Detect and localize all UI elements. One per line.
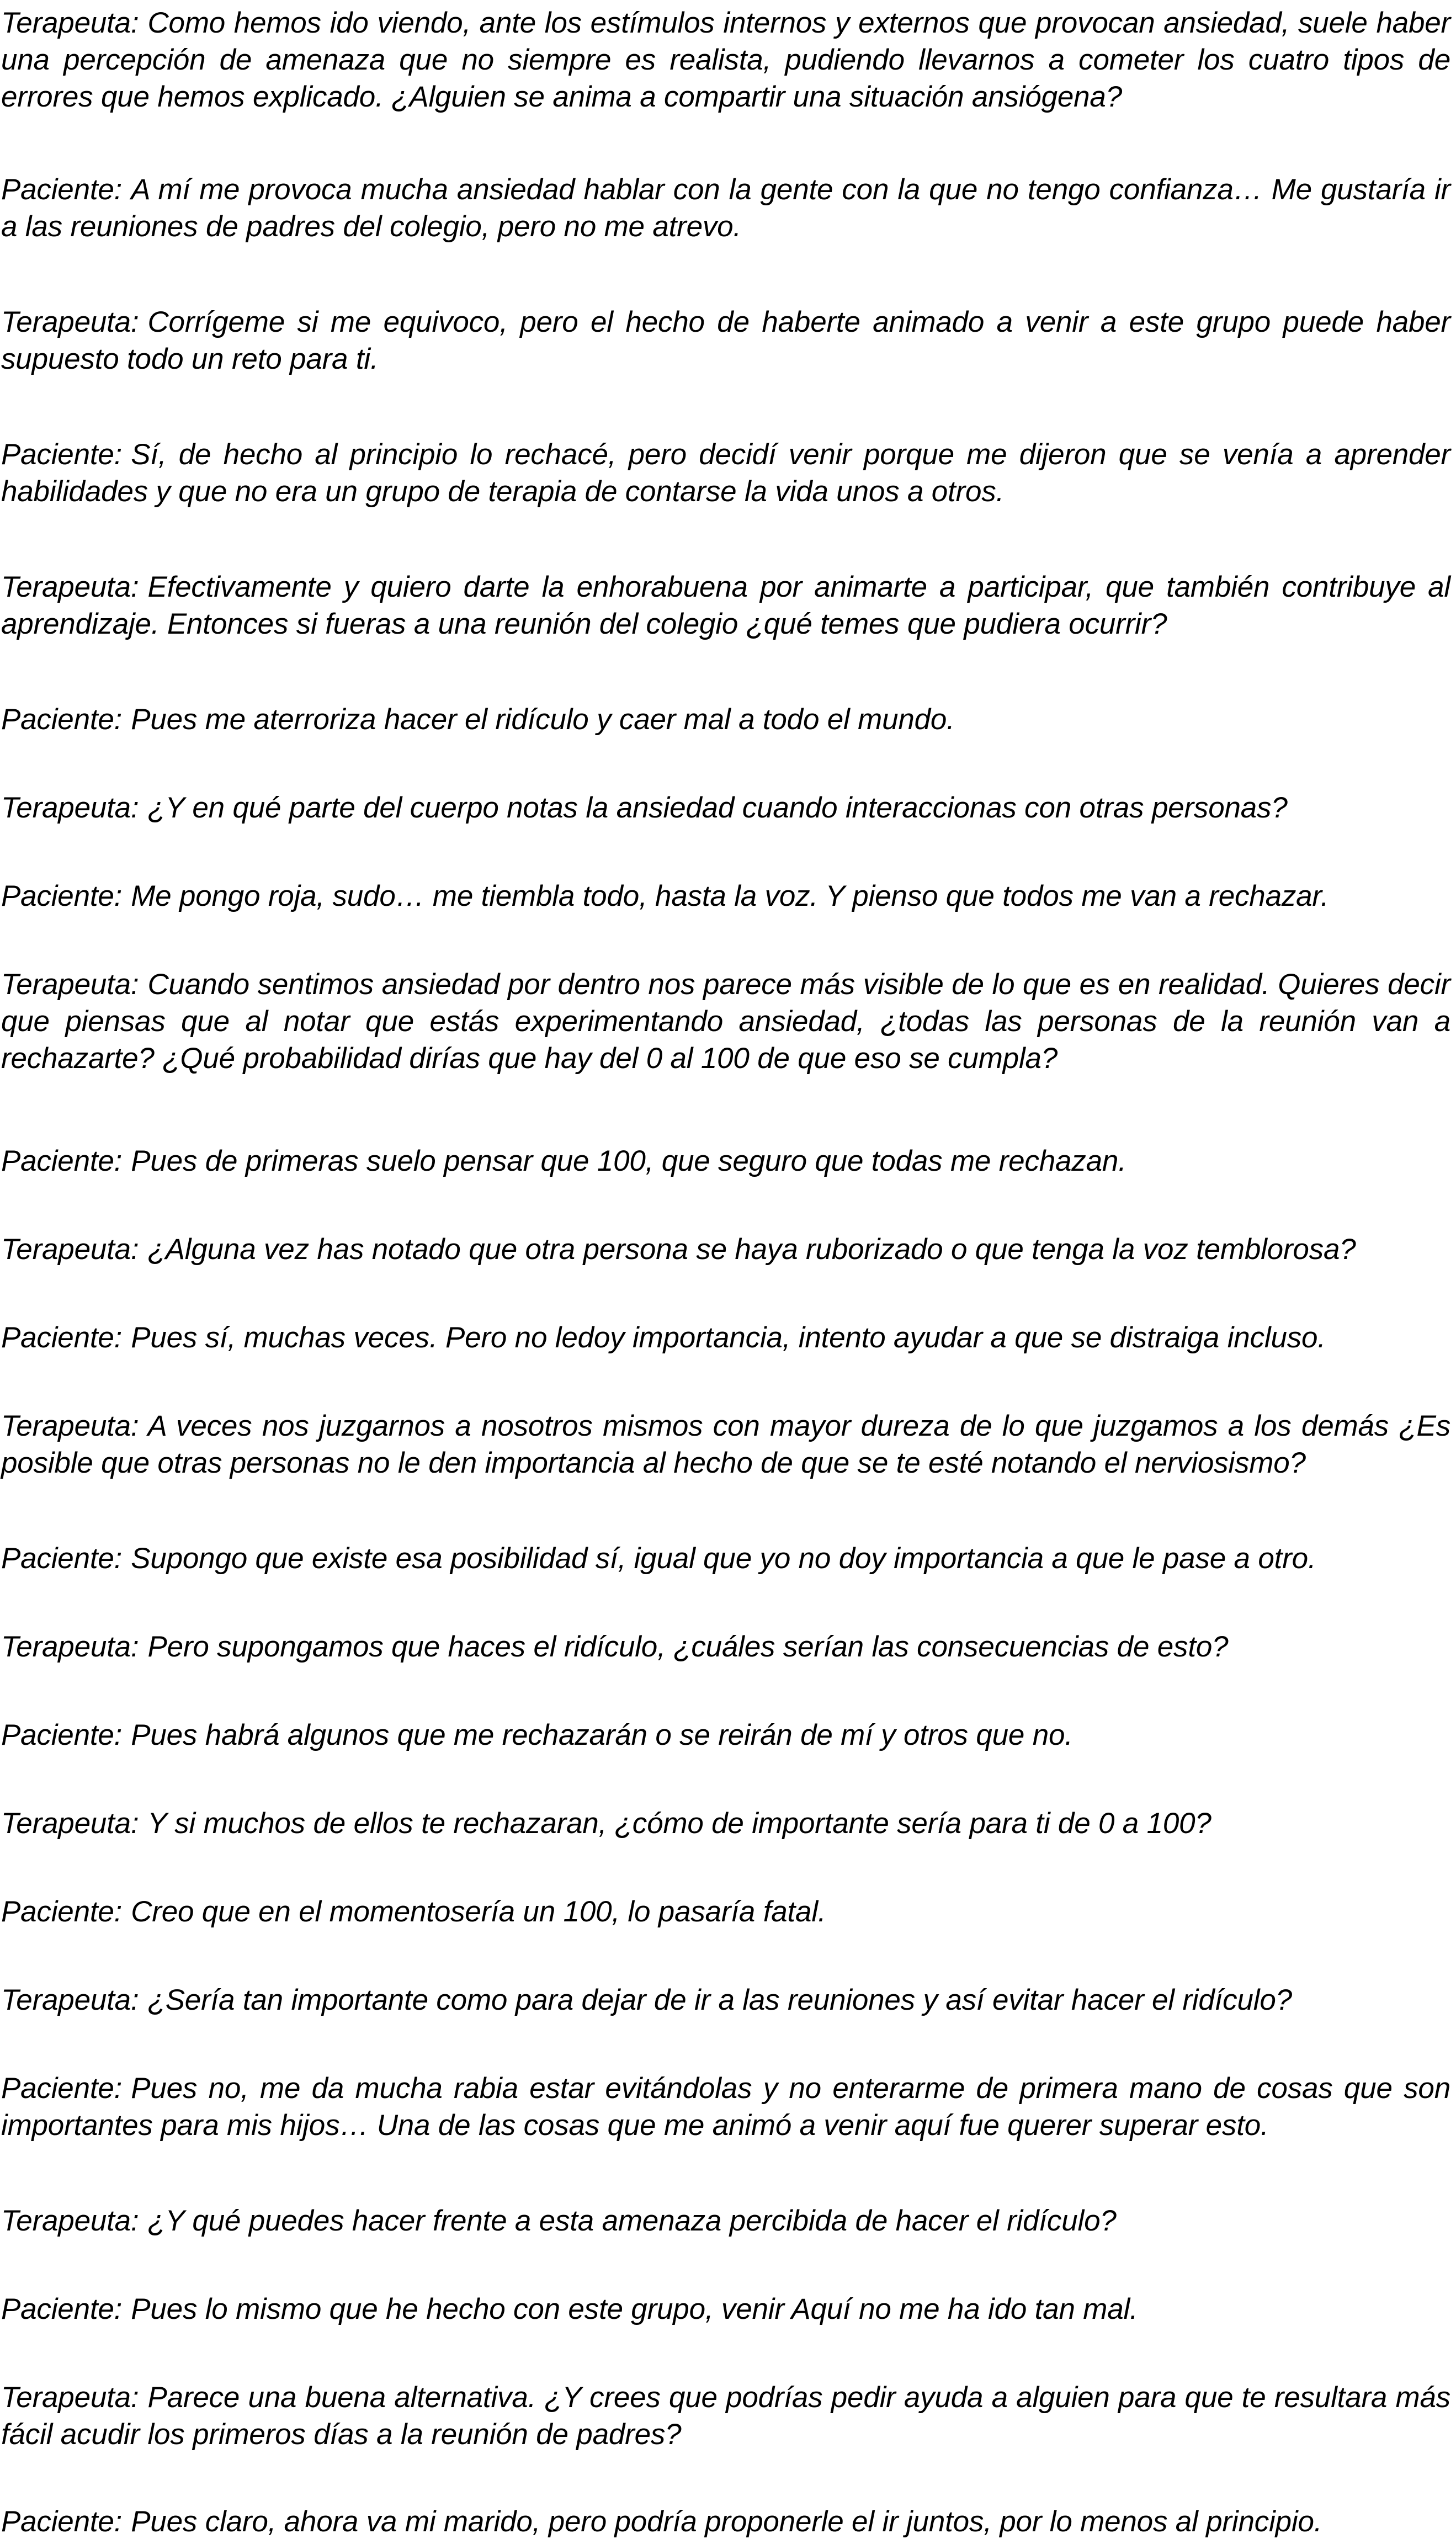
dialogue-turn-18 bbox=[1, 1893, 1450, 1930]
dialogue-turn-11 bbox=[1, 1231, 1450, 1268]
speaker-label: Terapeuta: bbox=[1, 792, 139, 824]
speaker-label: Paciente: bbox=[1, 2505, 123, 2538]
speaker-label: Terapeuta: bbox=[1, 7, 139, 39]
speaker-label: Terapeuta: bbox=[1, 1233, 139, 1266]
dialogue-turn-23 bbox=[1, 2379, 1450, 2453]
dialogue-turn-24 bbox=[1, 2503, 1450, 2540]
speaker-label: Terapeuta: bbox=[1, 571, 139, 603]
dialogue-turn-19 bbox=[1, 1982, 1450, 2019]
dialogue-text: Pues sí, muchas veces. Pero no ledoy importancia, intento ayudar a que se distraiga incluso. bbox=[131, 1321, 1326, 1354]
speaker-label: Paciente: bbox=[1, 1895, 123, 1928]
speaker-label: Paciente: bbox=[1, 2072, 123, 2105]
dialogue-text: ¿Y qué puedes hacer frente a esta amenaza percibida de hacer el ridículo? bbox=[147, 2205, 1117, 2237]
dialogue-turn-6 bbox=[1, 701, 1450, 738]
dialogue-turn-20 bbox=[1, 2070, 1450, 2144]
speaker-label: Paciente: bbox=[1, 1719, 123, 1751]
dialogue-turn-15 bbox=[1, 1628, 1450, 1665]
dialogue-text: Cuando sentimos ansiedad por dentro nos parece más visible de lo que es en realidad. Quieres decir que piensas que al notar que estás experimentando ansiedad, ¿todas las personas de la reunión van a rechazarte? ¿Qué probabilidad dirías que hay del 0 al 100 de que eso se cumpla? bbox=[1, 968, 1450, 1075]
dialogue-turn-12 bbox=[1, 1319, 1450, 1356]
dialogue-text: Como hemos ido viendo, ante los estímulos internos y externos que provocan ansiedad, suele haber una percepción de amenaza que no siempre es realista, pudiendo llevarnos a cometer los cuatro tipos de errores que hemos explicado. ¿Alguien se anima a compartir una situación ansiógena? bbox=[1, 7, 1450, 113]
dialogue-turn-13 bbox=[1, 1408, 1450, 1481]
dialogue-text: Corrígeme si me equivoco, pero el hecho de haberte animado a venir a este grupo puede haber supuesto todo un reto para ti. bbox=[1, 306, 1450, 375]
speaker-label: Terapeuta: bbox=[1, 1410, 139, 1442]
speaker-label: Paciente: bbox=[1, 880, 123, 912]
dialogue-turn-10 bbox=[1, 1143, 1450, 1180]
dialogue-text: Creo que en el momentosería un 100, lo pasaría fatal. bbox=[131, 1895, 826, 1928]
speaker-label: Paciente: bbox=[1, 2293, 123, 2325]
dialogue-text: Pero supongamos que haces el ridículo, ¿cuáles serían las consecuencias de esto? bbox=[147, 1631, 1229, 1663]
dialogue-text: Y si muchos de ellos te rechazaran, ¿cómo de importante sería para ti de 0 a 100? bbox=[147, 1807, 1211, 1840]
dialogue-turn-17 bbox=[1, 1805, 1450, 1842]
speaker-label: Paciente: bbox=[1, 438, 123, 471]
dialogue-turn-4 bbox=[1, 436, 1450, 510]
dialogue-text: A mí me provoca mucha ansiedad hablar con la gente con la que no tengo confianza… Me gustaría ir a las reuniones de padres del colegio, pero no me atrevo. bbox=[1, 173, 1450, 243]
speaker-label: Paciente: bbox=[1, 173, 123, 206]
speaker-label: Paciente: bbox=[1, 1321, 123, 1354]
speaker-label: Paciente: bbox=[1, 1145, 123, 1177]
speaker-label: Terapeuta: bbox=[1, 1984, 139, 2016]
dialogue-text: ¿Sería tan importante como para dejar de ir a las reuniones y así evitar hacer el ridículo? bbox=[147, 1984, 1292, 2016]
dialogue-text: A veces nos juzgarnos a nosotros mismos con mayor dureza de lo que juzgamos a los demás ¿Es posible que otras personas no le den importancia al hecho de que se te esté notando el nerviosismo? bbox=[1, 1410, 1450, 1479]
dialogue-turn-7 bbox=[1, 789, 1450, 826]
dialogue-turn-9 bbox=[1, 966, 1450, 1077]
dialogue-turn-1 bbox=[1, 4, 1450, 115]
speaker-label: Paciente: bbox=[1, 1542, 123, 1575]
speaker-label: Terapeuta: bbox=[1, 2381, 139, 2414]
dialogue-text: ¿Alguna vez has notado que otra persona se haya ruborizado o que tenga la voz temblorosa? bbox=[147, 1233, 1356, 1266]
dialogue-turn-22 bbox=[1, 2291, 1450, 2328]
dialogue-turn-21 bbox=[1, 2202, 1450, 2239]
dialogue-text: Pues no, me da mucha rabia estar evitándolas y no enterarme de primera mano de cosas que son importantes para mis hijos… Una de las cosas que me animó a venir aquí fue querer superar esto. bbox=[1, 2072, 1450, 2142]
dialogue-turn-2 bbox=[1, 171, 1450, 245]
dialogue-text: Parece una buena alternativa. ¿Y crees que podrías pedir ayuda a alguien para que te resultara más fácil acudir los primeros días a la reunión de padres? bbox=[1, 2381, 1450, 2451]
speaker-label: Paciente: bbox=[1, 703, 123, 736]
speaker-label: Terapeuta: bbox=[1, 306, 139, 338]
dialogue-text: Pues lo mismo que he hecho con este grupo, venir Aquí no me ha ido tan mal. bbox=[131, 2293, 1138, 2325]
dialogue-text: ¿Y en qué parte del cuerpo notas la ansiedad cuando interaccionas con otras personas? bbox=[147, 792, 1288, 824]
dialogue-turn-8 bbox=[1, 878, 1450, 915]
speaker-label: Terapeuta: bbox=[1, 1631, 139, 1663]
dialogue-turn-16 bbox=[1, 1717, 1450, 1754]
dialogue-turn-5 bbox=[1, 569, 1450, 642]
speaker-label: Terapeuta: bbox=[1, 2205, 139, 2237]
dialogue-text: Pues me aterroriza hacer el ridículo y caer mal a todo el mundo. bbox=[131, 703, 955, 736]
dialogue-text: Sí, de hecho al principio lo rechacé, pero decidí venir porque me dijeron que se venía a aprender habilidades y que no era un grupo de terapia de contarse la vida unos a otros. bbox=[1, 438, 1450, 508]
dialogue-turn-14 bbox=[1, 1540, 1450, 1577]
dialogue-turn-3 bbox=[1, 304, 1450, 378]
dialogue-text: Supongo que existe esa posibilidad sí, igual que yo no doy importancia a que le pase a otro. bbox=[131, 1542, 1316, 1575]
speaker-label: Terapeuta: bbox=[1, 1807, 139, 1840]
dialogue-text: Pues claro, ahora va mi marido, pero podría proponerle el ir juntos, por lo menos al principio. bbox=[131, 2505, 1322, 2538]
dialogue-text: Me pongo roja, sudo… me tiembla todo, hasta la voz. Y pienso que todos me van a rechazar. bbox=[131, 880, 1329, 912]
speaker-label: Terapeuta: bbox=[1, 968, 139, 1001]
dialogue-text: Pues de primeras suelo pensar que 100, que seguro que todas me rechazan. bbox=[131, 1145, 1126, 1177]
dialogue-text: Pues habrá algunos que me rechazarán o se reirán de mí y otros que no. bbox=[131, 1719, 1073, 1751]
dialogue-text: Efectivamente y quiero darte la enhorabuena por animarte a participar, que también contribuye al aprendizaje. Entonces si fueras a una reunión del colegio ¿qué temes que pudiera ocurrir? bbox=[1, 571, 1450, 640]
